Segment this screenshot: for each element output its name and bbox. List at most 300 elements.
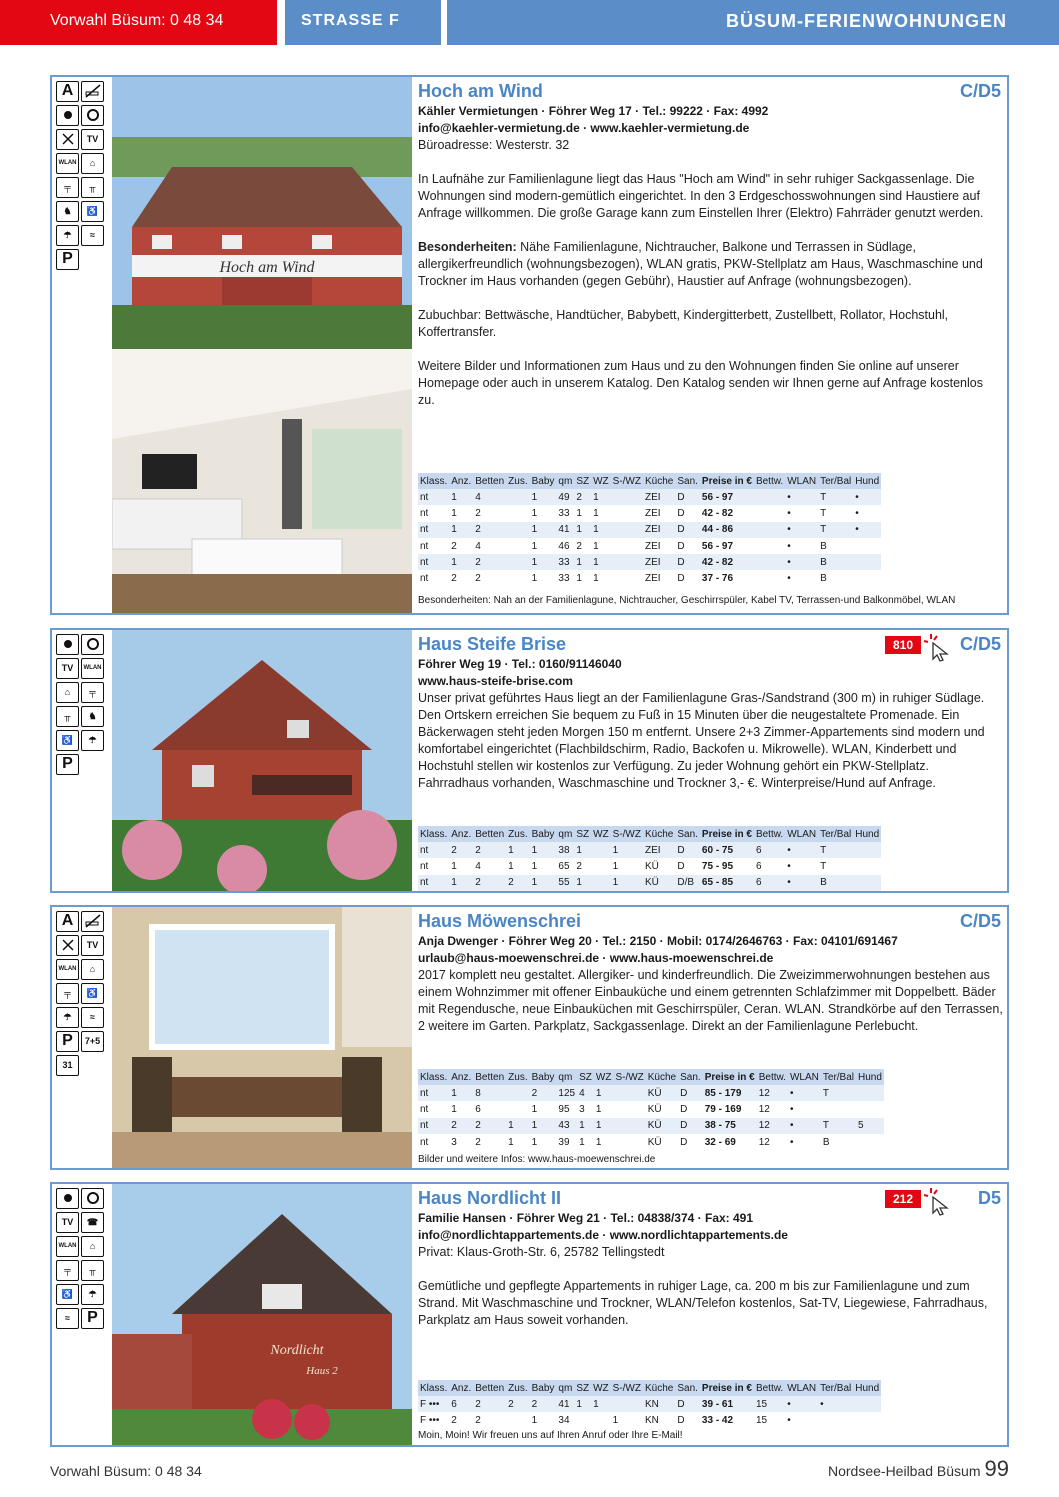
contact-line: Familie Hansen · Föhrer Weg 21 · Tel.: 04838/374 · Fax: 491 — [418, 1211, 754, 1225]
listing-title: Hoch am Wind — [418, 81, 543, 101]
table-cell: 1 — [530, 489, 557, 505]
table-cell: 42 - 82 — [701, 507, 734, 519]
column-header: WZ — [594, 1069, 614, 1085]
column-header: Zus. — [506, 473, 529, 489]
extras: Zubuchbar: Bettwäsche, Handtücher, Babybett, Kindergitterbett, Zustellbett, Rollator, Hochstuhl, Koffertransfer. — [418, 308, 949, 339]
table-cell: 1 — [593, 540, 599, 552]
contact-line: Föhrer Weg 19 · Tel.: 0160/91146040 — [418, 657, 622, 671]
office-address: Büroadresse: Westerstr. 32 — [418, 138, 570, 152]
garage-icon: ⌂ — [56, 682, 79, 703]
table-cell: • — [787, 540, 791, 552]
table-cell: 42 - 82 — [700, 554, 754, 570]
table-cell — [856, 1134, 884, 1150]
web-line[interactable]: info@kaehler-vermietung.de · www.kaehler-vermietung.de — [418, 121, 750, 135]
table-cell: 33 - 42 — [701, 1414, 734, 1426]
table-cell: 6 — [755, 860, 762, 872]
table-cell — [853, 1412, 881, 1428]
washer-icon — [56, 1188, 79, 1209]
table-row — [418, 538, 881, 554]
table-cell — [754, 538, 785, 554]
dryer-icon — [81, 1188, 104, 1209]
vorwahl-header: Vorwahl Büsum: 0 48 34 — [0, 0, 277, 45]
table-cell: • — [818, 1396, 853, 1412]
tv-icon: TV — [81, 935, 104, 956]
table-cell: 6 — [754, 842, 785, 858]
table-row — [418, 554, 881, 570]
table-cell: 1 — [595, 1136, 602, 1148]
table-cell: 3 — [451, 1136, 457, 1148]
table-cell: 6 — [754, 875, 785, 891]
column-header: Bettw. — [757, 1069, 788, 1085]
table-cell — [853, 875, 881, 891]
web-line[interactable]: www.haus-steife-brise.com — [418, 674, 573, 688]
wlan-icon: WLAN — [56, 153, 79, 174]
table-cell: 4 — [475, 860, 481, 872]
column-header: Zus. — [506, 826, 529, 842]
dryer-icon — [81, 634, 104, 655]
table-cell: 2 — [451, 540, 457, 552]
table-cell: D — [677, 573, 685, 585]
table-cell: • — [787, 573, 791, 585]
baby-bed-icon: ╤ — [81, 682, 104, 703]
table-cell: 49 — [556, 489, 574, 505]
table-cell: 1 — [594, 1118, 614, 1134]
table-cell: 2 — [449, 1118, 473, 1134]
dishwasher-icon — [56, 935, 79, 956]
column-header: Hund — [853, 1380, 881, 1396]
table-cell: 1 — [531, 1136, 538, 1148]
column-header: Baby — [530, 473, 557, 489]
table-cell — [853, 570, 881, 586]
table-cell: 2 — [530, 1085, 557, 1101]
more-info: Weitere Bilder und Informationen zum Haus und zu den Wohnungen finden Sie online auf unserer Homepage oder auch in unserem Katalog. Den Katalog senden wir Ihnen gerne auf Anfrage kostenlos zu. — [418, 359, 983, 407]
table-cell: 1 — [574, 875, 591, 891]
table-cell — [506, 1085, 529, 1101]
footer-vorwahl: Vorwahl Büsum: 0 48 34 — [50, 1463, 202, 1479]
table-cell: 4 — [577, 1085, 594, 1101]
table-cell: 75 - 95 — [701, 860, 734, 872]
column-header: WLAN — [788, 1069, 821, 1085]
table-cell: B — [818, 554, 853, 570]
table-cell: nt — [418, 842, 449, 858]
table-cell: KN — [644, 1414, 659, 1426]
table-cell: T — [820, 860, 827, 872]
column-header: Anz. — [449, 473, 473, 489]
table-header-row — [418, 1380, 881, 1396]
table-cell — [506, 505, 529, 521]
column-header: Preise in € — [700, 826, 754, 842]
table-cell: KÜ — [647, 1103, 662, 1115]
page-number: 99 — [984, 1456, 1009, 1481]
table-cell: 2 — [473, 522, 506, 538]
garage-icon: ⌂ — [81, 1236, 104, 1257]
baby-bed-icon: ╤ — [56, 1260, 79, 1281]
table-cell: 1 — [574, 1396, 591, 1412]
table-cell: 1 — [530, 842, 557, 858]
parking-icon: P — [56, 249, 79, 270]
price-table — [418, 1380, 881, 1429]
baby-bed-icon: ╤ — [56, 983, 79, 1004]
booking-badge[interactable]: 212 — [885, 1190, 921, 1208]
table-cell: 1 — [530, 554, 557, 570]
wlan-icon: WLAN — [56, 1236, 79, 1257]
table-cell: 2 — [473, 842, 506, 858]
listing-content — [418, 911, 1003, 1035]
column-header: San. — [675, 473, 700, 489]
listing-content — [418, 81, 1003, 409]
table-cell: B — [818, 875, 853, 891]
table-row — [418, 1101, 884, 1117]
description: 2017 komplett neu gestaltet. Allergiker- und kinderfreundlich. Die Zweizimmerwohnungen bestehen aus einem Wohnzimmer mit offener Einbauküche und einem getrennten Schlafzimmer mit Doppelbett. Bäder mit Regendusche, neue Einbauküchen mit Geschirrspüler, Ceran. WLAN. Strandkörbe auf den Terrassen, 2 weitere im Garten. Parkplatz, Sackgassenlage. Direkt an der Familienlagune Perlebucht. — [418, 968, 1003, 1033]
table-note: Bilder und weitere Infos: www.haus-moewenschrei.de — [418, 1154, 656, 1165]
table-header-row — [418, 826, 881, 842]
table-cell: 56 - 97 — [700, 489, 754, 505]
table-cell — [853, 538, 881, 554]
column-header: S-/WZ — [613, 1069, 645, 1085]
dryer-icon — [81, 105, 104, 126]
column-header: Klass. — [418, 826, 449, 842]
table-cell — [818, 1412, 853, 1428]
listing-content — [418, 1188, 1003, 1329]
table-cell: 1 — [591, 489, 611, 505]
table-cell: 1 — [591, 554, 611, 570]
table-row — [418, 858, 881, 874]
section-title: BÜSUM-FERIENWOHNUNGEN — [447, 0, 1059, 45]
column-header: S-/WZ — [611, 1380, 643, 1396]
column-header: Preise in € — [703, 1069, 757, 1085]
table-cell — [506, 570, 529, 586]
column-header: Küche — [643, 1380, 675, 1396]
column-header: qm — [556, 1380, 574, 1396]
wlan-icon: WLAN — [56, 959, 79, 980]
price-table — [418, 826, 881, 891]
table-cell: nt — [418, 554, 449, 570]
table-cell: nt — [420, 860, 429, 872]
table-cell — [754, 570, 785, 586]
table-cell: 15 — [754, 1396, 785, 1412]
amenity-icons — [56, 81, 112, 273]
column-header: Ter/Bal — [818, 473, 853, 489]
table-cell: 38 - 75 — [703, 1118, 757, 1134]
table-cell: 12 — [757, 1118, 788, 1134]
column-header: S-/WZ — [611, 473, 643, 489]
table-cell: 1 — [506, 1118, 529, 1134]
table-cell: 6 — [475, 1103, 481, 1115]
table-row — [418, 875, 881, 891]
booking-badge[interactable]: 810 — [885, 636, 921, 654]
column-header: San. — [678, 1069, 703, 1085]
table-cell: ZEI — [643, 522, 675, 538]
highchair-icon: ╥ — [81, 177, 104, 198]
table-cell — [853, 858, 881, 874]
table-cell: 1 — [506, 842, 529, 858]
allergy-icon: A — [56, 81, 79, 102]
highchair-icon: ╥ — [81, 1260, 104, 1281]
column-header: WLAN — [785, 473, 818, 489]
table-cell: 1 — [451, 860, 457, 872]
season-icon: 7+5 — [81, 1031, 104, 1052]
table-cell — [611, 505, 643, 521]
table-cell: 32 - 69 — [704, 1136, 736, 1148]
house-photo — [112, 77, 412, 349]
lounger-icon: ≈ — [81, 1007, 104, 1028]
column-header: Zus. — [506, 1069, 529, 1085]
table-cell: 1 — [611, 842, 643, 858]
map-code: C/D5 — [959, 911, 1001, 931]
map-code: C/D5 — [959, 634, 1001, 654]
web-line[interactable]: urlaub@haus-moewenschrei.de · www.haus-moewenschrei.de — [418, 951, 774, 965]
column-header: Betten — [473, 473, 506, 489]
table-cell: ZEI — [643, 489, 675, 505]
table-cell — [506, 1101, 529, 1117]
beach-chair-icon: ☂ — [56, 225, 79, 246]
table-cell: ZEI — [644, 507, 661, 519]
column-header: Ter/Bal — [818, 1380, 853, 1396]
table-cell: • — [785, 522, 818, 538]
column-header: SZ — [574, 1380, 591, 1396]
column-header: Betten — [473, 826, 506, 842]
column-header: WZ — [591, 826, 611, 842]
table-cell: 1 — [449, 554, 473, 570]
table-cell: 1 — [449, 1085, 473, 1101]
column-header: Küche — [643, 826, 675, 842]
description: In Laufnähe zur Familienlagune liegt das Haus "Hoch am Wind" in sehr ruhiger Sackgassenlage. Die Wohnungen sind modern-gemütlich eingerichtet. In den 3 Erdgeschosswohnungen sind Haustiere auf Anfrage willkommen. Die große Garage kann zum Einstellen Ihrer (Elektro) Fahrräder genutzt werden. — [418, 172, 984, 220]
table-cell — [853, 554, 881, 570]
table-cell: 4 — [475, 540, 481, 552]
parking-icon: P — [81, 1308, 104, 1329]
table-cell: 1 — [530, 522, 557, 538]
table-cell: B — [820, 540, 827, 552]
table-cell: 1 — [531, 507, 538, 519]
table-cell: 2 — [449, 842, 473, 858]
column-header: WZ — [591, 473, 611, 489]
table-cell: 1 — [531, 573, 538, 585]
table-cell: 1 — [574, 554, 591, 570]
table-cell — [754, 554, 785, 570]
table-cell: 44 - 86 — [700, 522, 754, 538]
table-cell: D — [680, 1136, 688, 1148]
table-cell: 12 — [758, 1103, 770, 1115]
table-cell: 8 — [473, 1085, 506, 1101]
table-cell: 1 — [591, 522, 611, 538]
table-cell: ZEI — [643, 554, 675, 570]
table-cell — [754, 505, 785, 521]
column-header: qm — [556, 473, 574, 489]
table-cell: 1 — [531, 540, 538, 552]
table-cell: T — [818, 489, 853, 505]
table-cell: 1 — [574, 522, 591, 538]
table-cell: • — [788, 1118, 821, 1134]
table-cell: F ••• — [420, 1414, 440, 1426]
table-cell — [754, 522, 785, 538]
table-cell: 41 — [556, 522, 574, 538]
features — [418, 239, 1003, 290]
listing-content — [418, 634, 1003, 792]
table-cell: 2 — [530, 1396, 557, 1412]
table-cell: 15 — [755, 1414, 768, 1426]
table-row — [418, 842, 881, 858]
table-cell — [613, 1134, 645, 1150]
table-cell: 1 — [612, 860, 619, 872]
table-cell: KÜ — [646, 1085, 678, 1101]
table-cell — [754, 489, 785, 505]
page-header — [0, 0, 1059, 45]
table-cell: D — [677, 507, 685, 519]
column-header: qm — [556, 826, 574, 842]
table-cell: nt — [420, 1103, 429, 1115]
table-cell: 39 - 61 — [700, 1396, 754, 1412]
house-photo — [112, 1184, 412, 1445]
table-cell: 1 — [576, 507, 582, 519]
baby-bed-icon: ╤ — [56, 177, 79, 198]
table-row — [418, 505, 881, 521]
amenity-icons — [56, 634, 112, 778]
table-cell: 1 — [531, 1414, 538, 1426]
table-cell: 43 — [556, 1118, 577, 1134]
table-cell: 1 — [449, 489, 473, 505]
column-header: Preise in € — [700, 1380, 754, 1396]
table-cell: 2 — [473, 1118, 506, 1134]
table-cell: 2 — [475, 1414, 481, 1426]
table-cell: 2 — [576, 540, 582, 552]
table-cell: 65 - 85 — [700, 875, 754, 891]
pets-icon: ♞ — [81, 706, 104, 727]
bicycle-icon: ♿ — [56, 730, 79, 751]
table-cell: 1 — [531, 1103, 538, 1115]
table-cell — [853, 842, 881, 858]
contact-line: Anja Dwenger · Föhrer Weg 20 · Tel.: 2150 · Mobil: 0174/2646763 · Fax: 04101/691467 — [418, 934, 898, 948]
column-header: WLAN — [785, 826, 818, 842]
table-cell: 39 — [558, 1136, 570, 1148]
table-row — [418, 1085, 884, 1101]
listing-title: Haus Steife Brise — [418, 634, 567, 654]
column-header: Klass. — [418, 473, 449, 489]
pets-icon: ♞ — [56, 201, 79, 222]
column-header: Baby — [530, 826, 557, 842]
column-header: Betten — [473, 1069, 506, 1085]
map-code: C/D5 — [959, 81, 1001, 101]
house-photo — [112, 630, 412, 891]
cursor-icon — [921, 1186, 951, 1216]
table-cell: 2 — [475, 507, 481, 519]
table-cell — [613, 1085, 645, 1101]
dishwasher-icon — [56, 129, 79, 150]
table-cell: 2 — [473, 554, 506, 570]
table-cell: 1 — [576, 573, 582, 585]
features-label: Besonderheiten: — [418, 240, 517, 254]
table-cell: D — [675, 554, 700, 570]
table-cell: F ••• — [418, 1396, 449, 1412]
table-cell: 2 — [475, 1136, 481, 1148]
column-header: Hund — [853, 473, 881, 489]
table-cell: D — [675, 1396, 700, 1412]
table-cell — [591, 875, 611, 891]
column-header: Baby — [530, 1380, 557, 1396]
lounger-icon: ≈ — [56, 1308, 79, 1329]
table-cell: 1 — [451, 507, 457, 519]
contact-line: Kähler Vermietungen · Föhrer Weg 17 · Tel.: 99222 · Fax: 4992 — [418, 104, 769, 118]
table-cell: 2 — [473, 875, 506, 891]
column-header: Küche — [646, 1069, 678, 1085]
garage-icon: ⌂ — [81, 959, 104, 980]
column-header: Bettw. — [754, 473, 785, 489]
column-header: S-/WZ — [611, 826, 643, 842]
washer-icon — [56, 634, 79, 655]
parking-icon: P — [56, 754, 79, 775]
column-header: San. — [675, 1380, 700, 1396]
table-cell: KÜ — [643, 875, 675, 891]
table-cell — [856, 1085, 884, 1101]
features-text: Nähe Familienlagune, Nichtraucher, Balkone und Terrassen in Südlage, allergikerfreundlich (wohnungsbezogen), WLAN gratis, PKW-Stellplatz am Haus, Waschmaschine und Trockner im Haus vorhanden (gegen Gebühr), Haustier auf Anfrage (wohnungsbezogen). — [418, 240, 983, 288]
table-cell: 1 — [508, 1136, 514, 1148]
table-cell: 2 — [451, 1414, 457, 1426]
price-table — [418, 473, 881, 587]
table-cell — [574, 1412, 591, 1428]
table-cell: 2 — [574, 489, 591, 505]
column-header: Klass. — [418, 1069, 449, 1085]
column-header: Betten — [473, 1380, 506, 1396]
wlan-icon: WLAN — [81, 658, 104, 679]
table-cell: 1 — [611, 875, 643, 891]
non-smoking-icon — [81, 81, 104, 102]
table-cell: • — [855, 507, 859, 519]
column-header: qm — [556, 1069, 577, 1085]
table-cell: 125 — [556, 1085, 577, 1101]
table-cell: 3 — [579, 1103, 585, 1115]
table-row — [418, 1118, 884, 1134]
table-cell: • — [785, 875, 818, 891]
column-header: Klass. — [418, 1380, 449, 1396]
listing-title: Haus Möwenschrei — [418, 911, 582, 931]
column-header: Zus. — [506, 1380, 529, 1396]
table-cell: D — [675, 522, 700, 538]
table-cell: 1 — [574, 842, 591, 858]
table-cell: T — [818, 522, 853, 538]
table-row — [418, 570, 881, 586]
table-cell: nt — [418, 522, 449, 538]
table-cell: • — [785, 554, 818, 570]
table-cell: KÜ — [646, 1118, 678, 1134]
table-cell — [611, 489, 643, 505]
table-cell: • — [787, 1414, 791, 1426]
column-header: Küche — [643, 473, 675, 489]
table-cell: 95 — [558, 1103, 570, 1115]
amenity-icons — [56, 1188, 112, 1332]
table-cell — [611, 554, 643, 570]
table-cell: nt — [420, 573, 429, 585]
amenity-icons — [56, 911, 112, 1079]
table-cell — [591, 1412, 611, 1428]
listing-haus-nordlicht-ii — [50, 1182, 1009, 1447]
table-cell: 41 — [556, 1396, 574, 1412]
table-cell: 2 — [451, 573, 457, 585]
footer-right — [828, 1456, 1009, 1482]
table-cell: 55 — [556, 875, 574, 891]
description: Unser privat geführtes Haus liegt an der Familienlagune Gras-/Sandstrand (300 m) in ruhiger Südlage. Den Ortskern erreichen Sie bequem zu Fuß in 15 Minuten über die neugestaltete Promenade. Ein Bäckerwagen steht jeden Morgen 150 m entfernt. Unsere 2+3 Zimmer-Appartements sind modern und komfortabel eingerichtet (Flachbildschirm, Radio, Backofen u. Mikrowelle). WLAN, Kinderbett und Hochstuhl stellen wir kostenlos zur Verfügung. Zu jeder Wohnung gehört ein PKW-Stellplatz. Fahrradhaus vorhanden, Waschmaschine und Trockner 3,- €. Winterpreise/Hund auf Anfrage. — [418, 691, 985, 790]
table-cell — [506, 489, 529, 505]
house-sign: Nordlicht — [270, 1343, 324, 1358]
table-cell — [821, 1101, 856, 1117]
table-cell: B — [820, 573, 827, 585]
table-cell: 5 — [856, 1118, 884, 1134]
table-cell — [856, 1101, 884, 1117]
table-cell: 1 — [530, 1118, 557, 1134]
table-cell: 65 — [558, 860, 570, 872]
web-line[interactable]: info@nordlichtappartements.de · www.nordlichtappartements.de — [418, 1228, 788, 1242]
table-cell — [506, 1412, 529, 1428]
garage-icon: ⌂ — [81, 153, 104, 174]
table-cell: 79 - 169 — [704, 1103, 742, 1115]
